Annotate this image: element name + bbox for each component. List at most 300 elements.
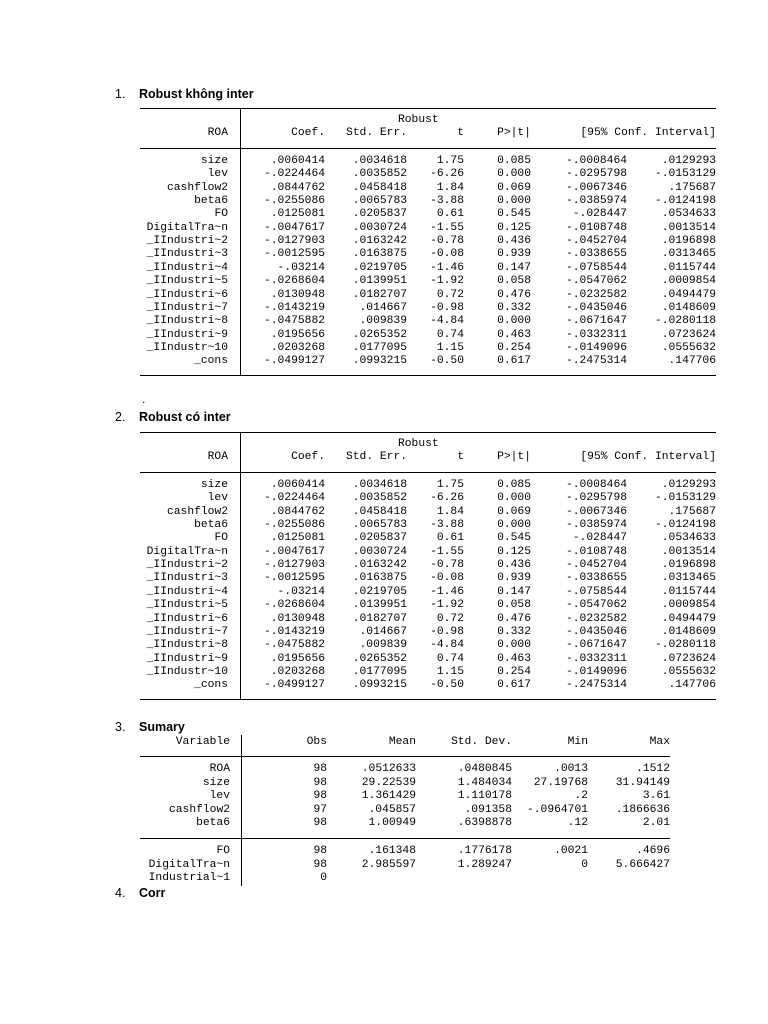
ci-lower-value: -.0671647 bbox=[565, 315, 627, 328]
sd-value: .0480845 bbox=[457, 763, 512, 775]
ci-upper-value: -.0124198 bbox=[654, 519, 716, 532]
p-value: 0.254 bbox=[497, 665, 531, 678]
p-value: 0.332 bbox=[497, 625, 531, 638]
t-header: t bbox=[457, 127, 464, 139]
regression-table-1 bbox=[140, 108, 716, 378]
p-value: 0.436 bbox=[497, 559, 531, 572]
stderr-value: .0035852 bbox=[352, 168, 407, 181]
ci-upper-value: .0723624 bbox=[661, 652, 716, 665]
table-row bbox=[140, 329, 716, 342]
stderr-value: .0163875 bbox=[352, 248, 407, 261]
coef-value: -.0047617 bbox=[263, 545, 325, 558]
ci-lower-value: -.0232582 bbox=[565, 612, 627, 625]
ci-lower-value: -.0067346 bbox=[565, 181, 627, 194]
table-bottom-rule bbox=[140, 375, 716, 376]
variable-name: _IIndustri~4 bbox=[146, 585, 228, 598]
coef-value: -.0499127 bbox=[263, 355, 325, 368]
p-value: 0.254 bbox=[497, 341, 531, 354]
ci-lower-value: -.2475314 bbox=[565, 679, 627, 692]
t-value: -6.26 bbox=[430, 492, 464, 505]
ci-lower-value: -.0332311 bbox=[565, 328, 627, 341]
t-value: 1.84 bbox=[436, 505, 464, 518]
stderr-value: .0993215 bbox=[352, 355, 407, 368]
p-value: 0.000 bbox=[497, 492, 531, 505]
table-row bbox=[140, 653, 716, 666]
coef-header: Coef. bbox=[291, 127, 325, 139]
max-value: .4696 bbox=[636, 845, 670, 857]
stderr-value: .0030724 bbox=[352, 221, 407, 234]
stderr-value: .0034618 bbox=[352, 479, 407, 491]
t-value: -1.55 bbox=[430, 221, 464, 234]
robust-label: Robust bbox=[398, 438, 439, 450]
stderr-value: .0219705 bbox=[352, 585, 407, 598]
p-value: 0.436 bbox=[497, 235, 531, 248]
table-row bbox=[140, 845, 670, 858]
variable-name: size bbox=[202, 776, 230, 789]
section-number: 4. bbox=[115, 886, 126, 900]
ci-upper-value: .0313465 bbox=[661, 572, 716, 585]
max-value: 3.61 bbox=[642, 790, 670, 802]
table-row bbox=[140, 262, 716, 275]
section-title: Corr bbox=[139, 886, 166, 900]
t-value: -4.84 bbox=[430, 639, 464, 652]
table-bottom-rule bbox=[140, 699, 716, 700]
t-value: -0.50 bbox=[430, 355, 464, 368]
table-row bbox=[140, 315, 716, 328]
ci-lower-value: -.0149096 bbox=[565, 665, 627, 678]
variable-name: lev bbox=[207, 168, 228, 181]
table-row bbox=[140, 342, 716, 355]
min-header: Min bbox=[567, 736, 588, 748]
min-value: 0 bbox=[581, 858, 588, 871]
stderr-value: .0163242 bbox=[352, 559, 407, 572]
max-value: 5.666427 bbox=[615, 858, 670, 871]
min-value: 27.19768 bbox=[533, 776, 588, 789]
variable-name: beta6 bbox=[196, 817, 230, 829]
stderr-value: .0139951 bbox=[352, 599, 407, 612]
section-heading-2 bbox=[115, 410, 231, 424]
stderr-value: .0219705 bbox=[352, 261, 407, 274]
section-number: 2. bbox=[115, 410, 126, 424]
ci-lower-value: -.0232582 bbox=[565, 288, 627, 301]
table-row bbox=[140, 248, 716, 261]
variable-name: FO bbox=[216, 845, 230, 857]
t-value: -0.78 bbox=[430, 235, 464, 248]
coef-value: .0125081 bbox=[270, 532, 325, 545]
min-value: -.0964701 bbox=[526, 803, 588, 816]
ci-upper-value: .0534633 bbox=[661, 208, 716, 221]
stderr-value: .0993215 bbox=[352, 679, 407, 692]
p-value: 0.147 bbox=[497, 585, 531, 598]
max-value: 2.01 bbox=[642, 817, 670, 829]
ci-header: [95% Conf. Interval] bbox=[580, 127, 716, 139]
variable-name: _IIndustri~3 bbox=[146, 572, 228, 585]
variable-name: _IIndustri~7 bbox=[146, 301, 228, 314]
coef-value: -.0012595 bbox=[263, 572, 325, 585]
table-row bbox=[140, 182, 716, 195]
stderr-header: Std. Err. bbox=[345, 127, 407, 139]
t-value: 1.15 bbox=[436, 341, 464, 354]
obs-value: 98 bbox=[313, 817, 327, 829]
stderr-value: .0182707 bbox=[352, 612, 407, 625]
ci-upper-value: .0115744 bbox=[661, 585, 716, 598]
p-value: 0.069 bbox=[497, 181, 531, 194]
ci-lower-value: -.0452704 bbox=[565, 559, 627, 572]
ci-upper-value: .0013514 bbox=[661, 545, 716, 558]
table-row bbox=[140, 479, 716, 492]
table-header-row-1 bbox=[140, 438, 439, 451]
coef-value: -.0143219 bbox=[263, 625, 325, 638]
variable-name: _IIndustr~10 bbox=[146, 665, 228, 678]
ci-lower-value: -.0295798 bbox=[565, 492, 627, 505]
p-value: 0.058 bbox=[497, 599, 531, 612]
max-value: 31.94149 bbox=[615, 776, 670, 789]
ci-lower-value: -.0758544 bbox=[565, 585, 627, 598]
ci-upper-value: .0494479 bbox=[661, 288, 716, 301]
ci-lower-value: -.0671647 bbox=[565, 639, 627, 652]
p-value: 0.545 bbox=[497, 532, 531, 545]
t-value: 1.84 bbox=[436, 181, 464, 194]
ci-upper-value: .147706 bbox=[668, 679, 716, 692]
table-header-rule bbox=[140, 472, 716, 473]
table-row bbox=[140, 559, 716, 572]
min-value: .0021 bbox=[554, 845, 588, 857]
variable-name: _IIndustri~4 bbox=[146, 261, 228, 274]
table-row bbox=[140, 235, 716, 248]
p-value: 0.332 bbox=[497, 301, 531, 314]
ci-lower-value: -.0008464 bbox=[565, 155, 627, 167]
variable-name: beta6 bbox=[194, 519, 228, 532]
p-value: 0.085 bbox=[497, 155, 531, 167]
p-value: 0.000 bbox=[497, 315, 531, 328]
coef-value: .0844762 bbox=[270, 505, 325, 518]
table-row bbox=[140, 777, 670, 790]
ci-upper-value: -.0153129 bbox=[654, 168, 716, 181]
ci-upper-value: .0129293 bbox=[661, 479, 716, 491]
coef-value: -.03214 bbox=[277, 261, 325, 274]
ci-upper-value: .0313465 bbox=[661, 248, 716, 261]
coef-value: -.0127903 bbox=[263, 235, 325, 248]
p-value: 0.545 bbox=[497, 208, 531, 221]
table-row bbox=[140, 790, 670, 803]
t-value: 0.72 bbox=[436, 612, 464, 625]
coef-value: -.0255086 bbox=[263, 519, 325, 532]
section-title: Sumary bbox=[139, 720, 185, 734]
coef-value: -.0475882 bbox=[263, 639, 325, 652]
mean-value: .0512633 bbox=[361, 763, 416, 775]
variable-header: Variable bbox=[175, 736, 230, 748]
depvar-label: ROA bbox=[207, 451, 228, 463]
p-value: 0.476 bbox=[497, 612, 531, 625]
ci-lower-value: -.0149096 bbox=[565, 341, 627, 354]
p-value: 0.939 bbox=[497, 572, 531, 585]
ci-upper-value: .0723624 bbox=[661, 328, 716, 341]
variable-name: cashflow2 bbox=[166, 181, 228, 194]
summary-group-rule bbox=[140, 838, 670, 839]
table-row bbox=[140, 679, 716, 692]
summary-table bbox=[140, 735, 670, 887]
p-value: 0.617 bbox=[497, 679, 531, 692]
min-value: .0013 bbox=[554, 763, 588, 775]
coef-value: .0060414 bbox=[270, 479, 325, 491]
table-row bbox=[140, 302, 716, 315]
mean-value: .045857 bbox=[368, 803, 416, 816]
t-value: -0.50 bbox=[430, 679, 464, 692]
table-row bbox=[140, 492, 716, 505]
variable-name: _IIndustri~3 bbox=[146, 248, 228, 261]
ci-lower-value: -.0332311 bbox=[565, 652, 627, 665]
coef-value: -.0143219 bbox=[263, 301, 325, 314]
min-value: .2 bbox=[574, 790, 588, 802]
variable-name: _IIndustri~6 bbox=[146, 288, 228, 301]
variable-name: _IIndustri~7 bbox=[146, 625, 228, 638]
t-value: 1.75 bbox=[436, 479, 464, 491]
stderr-value: .0205837 bbox=[352, 532, 407, 545]
stderr-value: .0139951 bbox=[352, 275, 407, 288]
section-title: Robust có inter bbox=[139, 410, 231, 424]
p-value: 0.463 bbox=[497, 652, 531, 665]
t-value: -0.78 bbox=[430, 559, 464, 572]
variable-name: _IIndustri~8 bbox=[146, 639, 228, 652]
ci-lower-value: -.028447 bbox=[572, 208, 627, 221]
coef-value: .0130948 bbox=[270, 288, 325, 301]
stderr-value: .0182707 bbox=[352, 288, 407, 301]
t-value: -1.92 bbox=[430, 275, 464, 288]
mean-value: 1.361429 bbox=[361, 790, 416, 802]
coef-value: -.03214 bbox=[277, 585, 325, 598]
p-header: P>|t| bbox=[497, 127, 531, 139]
t-value: 0.74 bbox=[436, 328, 464, 341]
depvar-label: ROA bbox=[207, 127, 228, 139]
obs-header: Obs bbox=[306, 736, 327, 748]
p-value: 0.085 bbox=[497, 479, 531, 491]
ci-lower-value: -.0385974 bbox=[565, 195, 627, 208]
coef-value: .0844762 bbox=[270, 181, 325, 194]
coef-header: Coef. bbox=[291, 451, 325, 463]
ci-lower-value: -.0452704 bbox=[565, 235, 627, 248]
variable-name: DigitalTra~n bbox=[148, 858, 230, 871]
separator-dot: . bbox=[142, 392, 146, 406]
coef-value: -.0127903 bbox=[263, 559, 325, 572]
ci-lower-value: -.028447 bbox=[572, 532, 627, 545]
coef-value: -.0012595 bbox=[263, 248, 325, 261]
p-header: P>|t| bbox=[497, 451, 531, 463]
table-row bbox=[140, 613, 716, 626]
variable-name: _IIndustri~9 bbox=[146, 328, 228, 341]
variable-name: _IIndustri~2 bbox=[146, 235, 228, 248]
table-row bbox=[140, 666, 716, 679]
ci-lower-value: -.0338655 bbox=[565, 572, 627, 585]
p-value: 0.069 bbox=[497, 505, 531, 518]
variable-name: _IIndustri~5 bbox=[146, 599, 228, 612]
table-row bbox=[140, 817, 670, 830]
table-row bbox=[140, 804, 670, 817]
coef-value: -.0475882 bbox=[263, 315, 325, 328]
max-value: .1512 bbox=[636, 763, 670, 775]
stderr-value: .0177095 bbox=[352, 665, 407, 678]
p-value: 0.125 bbox=[497, 221, 531, 234]
p-value: 0.058 bbox=[497, 275, 531, 288]
ci-lower-value: -.0547062 bbox=[565, 275, 627, 288]
table-row bbox=[140, 763, 670, 776]
ci-lower-value: -.0108748 bbox=[565, 221, 627, 234]
coef-value: -.0224464 bbox=[263, 168, 325, 181]
t-value: -3.88 bbox=[430, 519, 464, 532]
ci-upper-value: .0196898 bbox=[661, 235, 716, 248]
t-value: 1.15 bbox=[436, 665, 464, 678]
table-row bbox=[140, 532, 716, 545]
variable-name: beta6 bbox=[194, 195, 228, 208]
variable-name: lev bbox=[207, 492, 228, 505]
stderr-value: .0265352 bbox=[352, 652, 407, 665]
t-value: -0.08 bbox=[430, 572, 464, 585]
ci-header: [95% Conf. Interval] bbox=[580, 451, 716, 463]
table-header-rule bbox=[140, 148, 716, 149]
p-value: 0.476 bbox=[497, 288, 531, 301]
t-value: 1.75 bbox=[436, 155, 464, 167]
stderr-value: .0030724 bbox=[352, 545, 407, 558]
variable-name: _IIndustri~2 bbox=[146, 559, 228, 572]
ci-upper-value: .175687 bbox=[668, 181, 716, 194]
ci-lower-value: -.0338655 bbox=[565, 248, 627, 261]
stderr-value: .0163875 bbox=[352, 572, 407, 585]
table-row bbox=[140, 586, 716, 599]
table-row bbox=[140, 546, 716, 559]
summary-header-rule bbox=[140, 756, 670, 757]
variable-name: size bbox=[200, 155, 228, 167]
t-value: -0.98 bbox=[430, 625, 464, 638]
ci-lower-value: -.0435046 bbox=[565, 625, 627, 638]
variable-name: _IIndustr~10 bbox=[146, 341, 228, 354]
table-row bbox=[140, 222, 716, 235]
table-row bbox=[140, 155, 716, 168]
robust-label: Robust bbox=[398, 114, 439, 126]
min-value: .12 bbox=[567, 817, 588, 829]
stderr-value: .0458418 bbox=[352, 181, 407, 194]
t-value: -1.92 bbox=[430, 599, 464, 612]
coef-value: .0125081 bbox=[270, 208, 325, 221]
ci-upper-value: .175687 bbox=[668, 505, 716, 518]
p-value: 0.000 bbox=[497, 519, 531, 532]
table-row bbox=[140, 639, 716, 652]
ci-lower-value: -.2475314 bbox=[565, 355, 627, 368]
table-header-row-2 bbox=[140, 127, 716, 140]
t-value: -0.08 bbox=[430, 248, 464, 261]
sd-value: 1.484034 bbox=[457, 776, 512, 789]
t-value: -6.26 bbox=[430, 168, 464, 181]
max-header: Max bbox=[649, 736, 670, 748]
table-row bbox=[140, 626, 716, 639]
section-title: Robust không inter bbox=[139, 87, 254, 101]
ci-upper-value: .0494479 bbox=[661, 612, 716, 625]
p-value: 0.000 bbox=[497, 195, 531, 208]
t-value: 0.74 bbox=[436, 652, 464, 665]
variable-name: size bbox=[200, 479, 228, 491]
variable-name: DigitalTra~n bbox=[146, 221, 228, 234]
section-number: 1. bbox=[115, 87, 126, 101]
t-value: -4.84 bbox=[430, 315, 464, 328]
ci-upper-value: -.0153129 bbox=[654, 492, 716, 505]
table-row bbox=[140, 599, 716, 612]
stderr-value: .0035852 bbox=[352, 492, 407, 505]
t-value: -1.55 bbox=[430, 545, 464, 558]
stderr-value: .014667 bbox=[359, 625, 407, 638]
coef-value: -.0268604 bbox=[263, 599, 325, 612]
ci-upper-value: .0009854 bbox=[661, 599, 716, 612]
table-row bbox=[140, 506, 716, 519]
table-header-row-1 bbox=[140, 114, 439, 127]
stderr-value: .0065783 bbox=[352, 519, 407, 532]
coef-value: .0203268 bbox=[270, 665, 325, 678]
stderr-value: .014667 bbox=[359, 301, 407, 314]
mean-header: Mean bbox=[388, 736, 416, 748]
t-value: -1.46 bbox=[430, 585, 464, 598]
mean-value: 2.985597 bbox=[361, 858, 416, 871]
coef-value: -.0499127 bbox=[263, 679, 325, 692]
variable-name: ROA bbox=[209, 763, 230, 775]
obs-value: 98 bbox=[313, 858, 327, 871]
ci-upper-value: -.0124198 bbox=[654, 195, 716, 208]
variable-name: _cons bbox=[194, 355, 228, 368]
mean-value: .161348 bbox=[368, 845, 416, 857]
section-heading-3 bbox=[115, 720, 185, 734]
t-value: 0.61 bbox=[436, 532, 464, 545]
ci-upper-value: .0148609 bbox=[661, 301, 716, 314]
max-value: .1866636 bbox=[615, 803, 670, 816]
obs-value: 97 bbox=[313, 803, 327, 816]
ci-lower-value: -.0385974 bbox=[565, 519, 627, 532]
table-row bbox=[140, 859, 670, 872]
t-value: 0.72 bbox=[436, 288, 464, 301]
stderr-value: .0065783 bbox=[352, 195, 407, 208]
p-value: 0.939 bbox=[497, 248, 531, 261]
variable-name: Industrial~1 bbox=[148, 872, 230, 884]
sd-value: .1776178 bbox=[457, 845, 512, 857]
ci-lower-value: -.0547062 bbox=[565, 599, 627, 612]
obs-value: 98 bbox=[313, 776, 327, 789]
coef-value: .0130948 bbox=[270, 612, 325, 625]
stderr-header: Std. Err. bbox=[345, 451, 407, 463]
summary-header-row bbox=[140, 736, 670, 749]
p-value: 0.000 bbox=[497, 168, 531, 181]
mean-value: 1.00949 bbox=[368, 817, 416, 829]
table-header-row-2 bbox=[140, 451, 716, 464]
variable-name: cashflow2 bbox=[166, 505, 228, 518]
table-top-rule bbox=[140, 108, 716, 109]
obs-value: 0 bbox=[320, 872, 327, 884]
ci-upper-value: .0196898 bbox=[661, 559, 716, 572]
t-value: -1.46 bbox=[430, 261, 464, 274]
variable-name: _cons bbox=[194, 679, 228, 692]
sd-header: Std. Dev. bbox=[450, 736, 512, 748]
stderr-value: .0205837 bbox=[352, 208, 407, 221]
ci-lower-value: -.0435046 bbox=[565, 301, 627, 314]
stderr-value: .0034618 bbox=[352, 155, 407, 167]
coef-value: .0060414 bbox=[270, 155, 325, 167]
t-value: 0.61 bbox=[436, 208, 464, 221]
sd-value: 1.289247 bbox=[457, 858, 512, 871]
t-value: -0.98 bbox=[430, 301, 464, 314]
table-top-rule bbox=[140, 432, 716, 433]
sd-value: .091358 bbox=[464, 803, 512, 816]
stderr-value: .009839 bbox=[359, 639, 407, 652]
p-value: 0.617 bbox=[497, 355, 531, 368]
table-row bbox=[140, 168, 716, 181]
variable-name: _IIndustri~5 bbox=[146, 275, 228, 288]
variable-name: cashflow2 bbox=[168, 803, 230, 816]
p-value: 0.125 bbox=[497, 545, 531, 558]
ci-upper-value: .0115744 bbox=[661, 261, 716, 274]
